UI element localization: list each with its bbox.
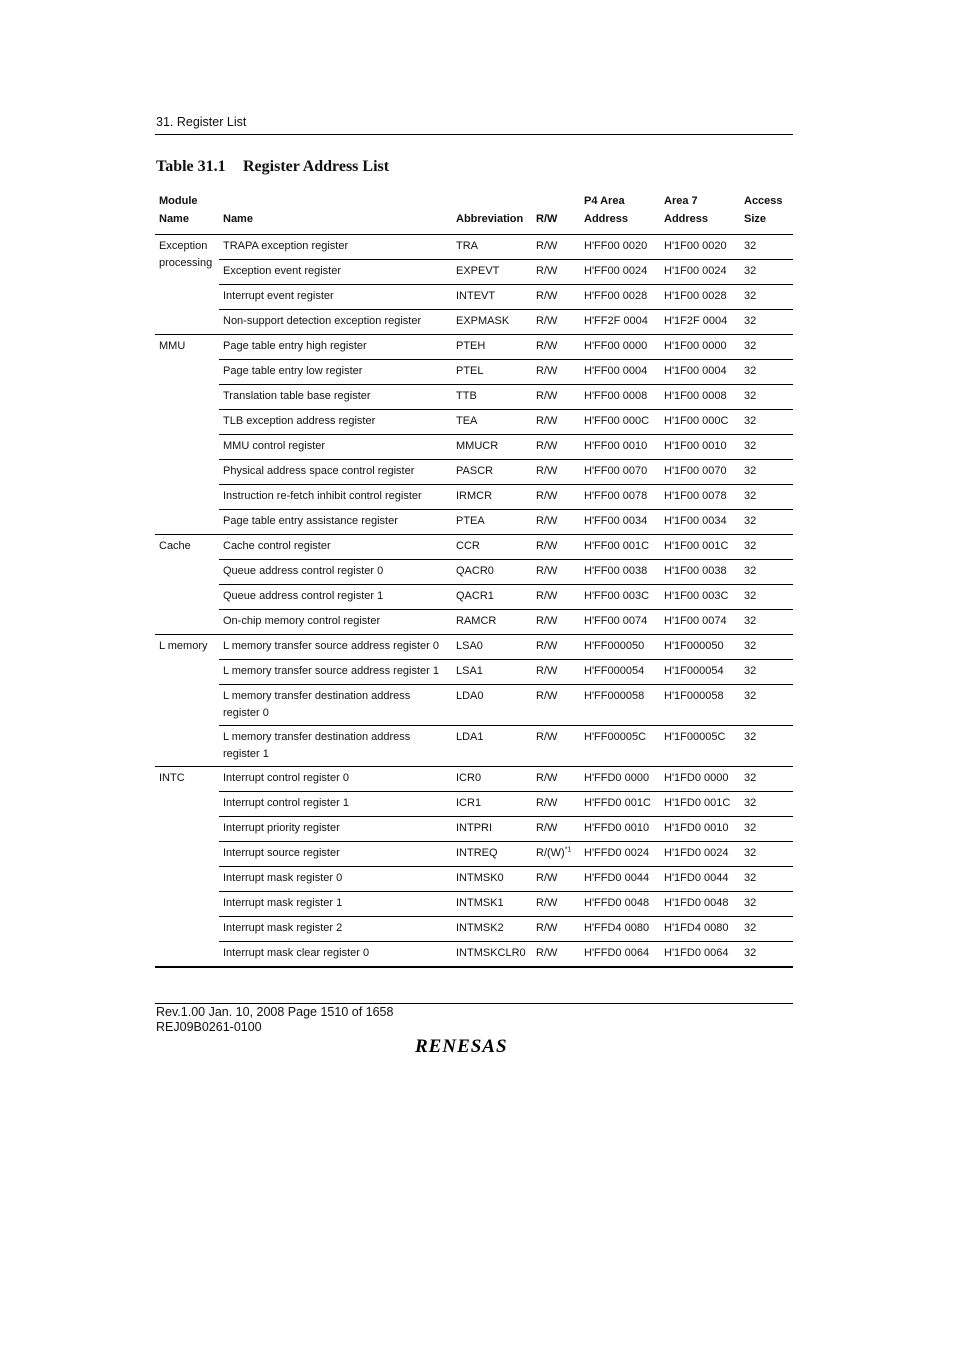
cell-name: L memory transfer destination address register 0 — [219, 685, 452, 726]
table-row — [155, 335, 793, 360]
header-rule — [155, 134, 793, 135]
cell-p4-area-address: H'FF000058 — [580, 685, 660, 726]
cell-rw: R/W — [532, 310, 580, 335]
cell-access-size: 32 — [740, 817, 793, 842]
cell-rw: R/W — [532, 485, 580, 510]
cell-area7-address: H'1F00 0020 — [660, 235, 740, 260]
cell-access-size: 32 — [740, 410, 793, 435]
cell-p4-area-address: H'FF00 000C — [580, 410, 660, 435]
cell-name: Instruction re-fetch inhibit control register — [219, 485, 452, 510]
cell-p4-area-address: H'FFD0 001C — [580, 792, 660, 817]
column-header-module-name: Module Name — [155, 189, 219, 235]
cell-rw — [532, 842, 580, 867]
cell-abbreviation: PTEL — [452, 360, 532, 385]
cell-abbreviation: EXPMASK — [452, 310, 532, 335]
cell-area7-address: H'1FD0 0024 — [660, 842, 740, 867]
module-name-cell: MMU — [155, 335, 219, 535]
cell-area7-address: H'1F00 003C — [660, 585, 740, 610]
cell-abbreviation: QACR0 — [452, 560, 532, 585]
cell-name: Interrupt event register — [219, 285, 452, 310]
column-header-area7-address: Area 7 Address — [660, 189, 740, 235]
cell-access-size: 32 — [740, 585, 793, 610]
cell-area7-address: H'1F000058 — [660, 685, 740, 726]
footer-revision: Rev.1.00 Jan. 10, 2008 Page 1510 of 1658 — [156, 1005, 394, 1019]
table-row — [155, 560, 793, 585]
cell-area7-address: H'1F00 0008 — [660, 385, 740, 410]
cell-p4-area-address: H'FF00 0034 — [580, 510, 660, 535]
cell-p4-area-address: H'FFD0 0010 — [580, 817, 660, 842]
cell-rw: R/W — [532, 235, 580, 260]
cell-abbreviation: TTB — [452, 385, 532, 410]
cell-access-size: 32 — [740, 260, 793, 285]
column-header-rw: R/W — [532, 189, 580, 235]
cell-p4-area-address: H'FFD0 0048 — [580, 892, 660, 917]
renesas-logo — [413, 1035, 533, 1057]
cell-abbreviation: PTEH — [452, 335, 532, 360]
cell-area7-address: H'1FD4 0080 — [660, 917, 740, 942]
cell-abbreviation: TRA — [452, 235, 532, 260]
cell-rw: R/W — [532, 635, 580, 660]
table-row — [155, 260, 793, 285]
cell-rw: R/W — [532, 360, 580, 385]
module-name-cell: L memory — [155, 635, 219, 767]
footer-rule — [155, 1003, 793, 1004]
cell-name: Page table entry assistance register — [219, 510, 452, 535]
table-row — [155, 767, 793, 792]
cell-abbreviation: ICR0 — [452, 767, 532, 792]
cell-name: Page table entry low register — [219, 360, 452, 385]
cell-name: Interrupt mask register 1 — [219, 892, 452, 917]
cell-rw: R/W — [532, 410, 580, 435]
column-header-name: Name — [219, 189, 452, 235]
cell-name: Interrupt control register 1 — [219, 792, 452, 817]
cell-access-size: 32 — [740, 310, 793, 335]
table-row — [155, 842, 793, 867]
cell-access-size: 32 — [740, 335, 793, 360]
cell-abbreviation: RAMCR — [452, 610, 532, 635]
cell-access-size: 32 — [740, 942, 793, 968]
table-row — [155, 867, 793, 892]
column-header-abbreviation: Abbreviation — [452, 189, 532, 235]
cell-p4-area-address: H'FF2F 0004 — [580, 310, 660, 335]
cell-name: On-chip memory control register — [219, 610, 452, 635]
cell-abbreviation: CCR — [452, 535, 532, 560]
table-row — [155, 660, 793, 685]
cell-abbreviation: IRMCR — [452, 485, 532, 510]
cell-area7-address: H'1FD0 0000 — [660, 767, 740, 792]
cell-abbreviation: INTPRI — [452, 817, 532, 842]
cell-p4-area-address: H'FF000050 — [580, 635, 660, 660]
table-row — [155, 685, 793, 726]
cell-p4-area-address: H'FFD0 0064 — [580, 942, 660, 968]
table-row — [155, 610, 793, 635]
table-number: Table 31.1 — [156, 158, 226, 175]
cell-p4-area-address: H'FF00 0010 — [580, 435, 660, 460]
cell-abbreviation: PASCR — [452, 460, 532, 485]
cell-rw: R/W — [532, 942, 580, 968]
cell-name: Queue address control register 0 — [219, 560, 452, 585]
cell-p4-area-address: H'FFD4 0080 — [580, 917, 660, 942]
cell-area7-address: H'1FD0 0064 — [660, 942, 740, 968]
cell-area7-address: H'1F000054 — [660, 660, 740, 685]
table-row — [155, 485, 793, 510]
cell-area7-address: H'1F00 001C — [660, 535, 740, 560]
cell-area7-address: H'1F000050 — [660, 635, 740, 660]
footer-document-number: REJ09B0261-0100 — [156, 1020, 262, 1034]
cell-area7-address: H'1F00 0028 — [660, 285, 740, 310]
cell-rw: R/W — [532, 792, 580, 817]
cell-p4-area-address: H'FF00 001C — [580, 535, 660, 560]
cell-p4-area-address: H'FF00 003C — [580, 585, 660, 610]
cell-p4-area-address: H'FF00 0074 — [580, 610, 660, 635]
cell-access-size: 32 — [740, 660, 793, 685]
cell-rw: R/W — [532, 685, 580, 726]
cell-rw: R/W — [532, 917, 580, 942]
table-row — [155, 310, 793, 335]
cell-area7-address: H'1F00 000C — [660, 410, 740, 435]
table-row — [155, 726, 793, 767]
cell-rw: R/W — [532, 892, 580, 917]
cell-rw: R/W — [532, 460, 580, 485]
cell-rw: R/W — [532, 585, 580, 610]
cell-access-size: 32 — [740, 867, 793, 892]
module-name-cell: INTC — [155, 767, 219, 968]
cell-area7-address: H'1FD0 0044 — [660, 867, 740, 892]
cell-name: Interrupt mask clear register 0 — [219, 942, 452, 968]
cell-access-size: 32 — [740, 535, 793, 560]
cell-name: Non-support detection exception register — [219, 310, 452, 335]
cell-name: Queue address control register 1 — [219, 585, 452, 610]
cell-rw: R/W — [532, 660, 580, 685]
column-header-p4-area-address: P4 Area Address — [580, 189, 660, 235]
cell-p4-area-address: H'FF00 0000 — [580, 335, 660, 360]
table-body — [155, 235, 793, 968]
cell-name: Interrupt source register — [219, 842, 452, 867]
cell-area7-address: H'1F00 0024 — [660, 260, 740, 285]
cell-access-size: 32 — [740, 792, 793, 817]
cell-p4-area-address: H'FF00 0070 — [580, 460, 660, 485]
cell-access-size: 32 — [740, 385, 793, 410]
cell-p4-area-address: H'FF00 0008 — [580, 385, 660, 410]
cell-name: Interrupt mask register 0 — [219, 867, 452, 892]
cell-area7-address: H'1F00 0078 — [660, 485, 740, 510]
table-row — [155, 360, 793, 385]
cell-abbreviation: INTMSKCLR0 — [452, 942, 532, 968]
cell-area7-address: H'1F2F 0004 — [660, 310, 740, 335]
cell-access-size: 32 — [740, 285, 793, 310]
cell-name: L memory transfer source address register 0 — [219, 635, 452, 660]
cell-rw: R/W — [532, 335, 580, 360]
running-header: 31. Register List — [156, 115, 247, 129]
cell-access-size: 32 — [740, 917, 793, 942]
table-row — [155, 510, 793, 535]
cell-abbreviation: LSA0 — [452, 635, 532, 660]
column-header-access-size: Access Size — [740, 189, 793, 235]
cell-area7-address: H'1F00 0038 — [660, 560, 740, 585]
table-row — [155, 235, 793, 260]
cell-abbreviation: INTMSK1 — [452, 892, 532, 917]
table-row — [155, 385, 793, 410]
cell-abbreviation: ICR1 — [452, 792, 532, 817]
cell-name: L memory transfer source address register 1 — [219, 660, 452, 685]
cell-p4-area-address: H'FF00 0038 — [580, 560, 660, 585]
cell-name: Page table entry high register — [219, 335, 452, 360]
cell-rw: R/W — [532, 726, 580, 767]
cell-name: MMU control register — [219, 435, 452, 460]
cell-abbreviation: MMUCR — [452, 435, 532, 460]
cell-p4-area-address: H'FFD0 0024 — [580, 842, 660, 867]
cell-access-size: 32 — [740, 635, 793, 660]
cell-rw: R/W — [532, 610, 580, 635]
footnote-marker: *1 — [564, 846, 572, 854]
table-title-text: Register Address List — [243, 158, 390, 175]
cell-abbreviation: INTMSK0 — [452, 867, 532, 892]
register-address-table — [155, 189, 793, 968]
cell-rw: R/W — [532, 767, 580, 792]
cell-name: Cache control register — [219, 535, 452, 560]
cell-access-size: 32 — [740, 560, 793, 585]
cell-access-size: 32 — [740, 485, 793, 510]
cell-access-size: 32 — [740, 892, 793, 917]
table-row — [155, 435, 793, 460]
table-row — [155, 635, 793, 660]
cell-abbreviation: QACR1 — [452, 585, 532, 610]
cell-abbreviation: LDA1 — [452, 726, 532, 767]
table-title — [156, 158, 389, 176]
cell-access-size: 32 — [740, 360, 793, 385]
cell-access-size: 32 — [740, 767, 793, 792]
table-row — [155, 535, 793, 560]
cell-access-size: 32 — [740, 685, 793, 726]
cell-area7-address: H'1F00 0034 — [660, 510, 740, 535]
cell-access-size: 32 — [740, 726, 793, 767]
rw-value: R/(W) — [536, 847, 565, 859]
cell-name: Interrupt control register 0 — [219, 767, 452, 792]
cell-name: Translation table base register — [219, 385, 452, 410]
cell-abbreviation: LDA0 — [452, 685, 532, 726]
table-row — [155, 942, 793, 968]
cell-access-size: 32 — [740, 510, 793, 535]
cell-abbreviation: INTEVT — [452, 285, 532, 310]
cell-name: L memory transfer destination address register 1 — [219, 726, 452, 767]
cell-p4-area-address: H'FF00005C — [580, 726, 660, 767]
cell-area7-address: H'1F00 0070 — [660, 460, 740, 485]
cell-abbreviation: INTMSK2 — [452, 917, 532, 942]
cell-p4-area-address: H'FFD0 0044 — [580, 867, 660, 892]
cell-area7-address: H'1F00 0010 — [660, 435, 740, 460]
cell-area7-address: H'1FD0 0010 — [660, 817, 740, 842]
renesas-logo-text: RENESAS — [415, 1036, 508, 1057]
cell-abbreviation: INTREQ — [452, 842, 532, 867]
cell-area7-address: H'1F00 0004 — [660, 360, 740, 385]
cell-name: Physical address space control register — [219, 460, 452, 485]
cell-access-size: 32 — [740, 842, 793, 867]
cell-area7-address: H'1FD0 0048 — [660, 892, 740, 917]
module-name-cell: Exception processing — [155, 235, 219, 335]
cell-rw: R/W — [532, 560, 580, 585]
cell-name: Interrupt priority register — [219, 817, 452, 842]
cell-area7-address: H'1F00 0000 — [660, 335, 740, 360]
cell-rw: R/W — [532, 867, 580, 892]
cell-rw: R/W — [532, 510, 580, 535]
cell-p4-area-address: H'FFD0 0000 — [580, 767, 660, 792]
table-row — [155, 285, 793, 310]
cell-p4-area-address: H'FF00 0028 — [580, 285, 660, 310]
cell-rw: R/W — [532, 817, 580, 842]
cell-rw: R/W — [532, 385, 580, 410]
cell-p4-area-address: H'FF00 0024 — [580, 260, 660, 285]
table-row — [155, 410, 793, 435]
cell-abbreviation: TEA — [452, 410, 532, 435]
cell-rw: R/W — [532, 535, 580, 560]
cell-access-size: 32 — [740, 460, 793, 485]
cell-rw: R/W — [532, 260, 580, 285]
module-name-cell: Cache — [155, 535, 219, 635]
cell-p4-area-address: H'FF00 0020 — [580, 235, 660, 260]
cell-name: TLB exception address register — [219, 410, 452, 435]
table-row — [155, 460, 793, 485]
cell-access-size: 32 — [740, 435, 793, 460]
cell-p4-area-address: H'FF00 0004 — [580, 360, 660, 385]
cell-abbreviation: PTEA — [452, 510, 532, 535]
cell-abbreviation: EXPEVT — [452, 260, 532, 285]
cell-abbreviation: LSA1 — [452, 660, 532, 685]
cell-area7-address: H'1F00005C — [660, 726, 740, 767]
cell-access-size: 32 — [740, 235, 793, 260]
cell-access-size: 32 — [740, 610, 793, 635]
table-row — [155, 892, 793, 917]
cell-p4-area-address: H'FF000054 — [580, 660, 660, 685]
cell-name: Exception event register — [219, 260, 452, 285]
cell-area7-address: H'1F00 0074 — [660, 610, 740, 635]
cell-name: TRAPA exception register — [219, 235, 452, 260]
cell-rw: R/W — [532, 285, 580, 310]
table-row — [155, 792, 793, 817]
cell-area7-address: H'1FD0 001C — [660, 792, 740, 817]
table-row — [155, 917, 793, 942]
table-row — [155, 817, 793, 842]
cell-name: Interrupt mask register 2 — [219, 917, 452, 942]
table-row — [155, 585, 793, 610]
cell-p4-area-address: H'FF00 0078 — [580, 485, 660, 510]
table-header-row — [155, 189, 793, 235]
cell-rw: R/W — [532, 435, 580, 460]
